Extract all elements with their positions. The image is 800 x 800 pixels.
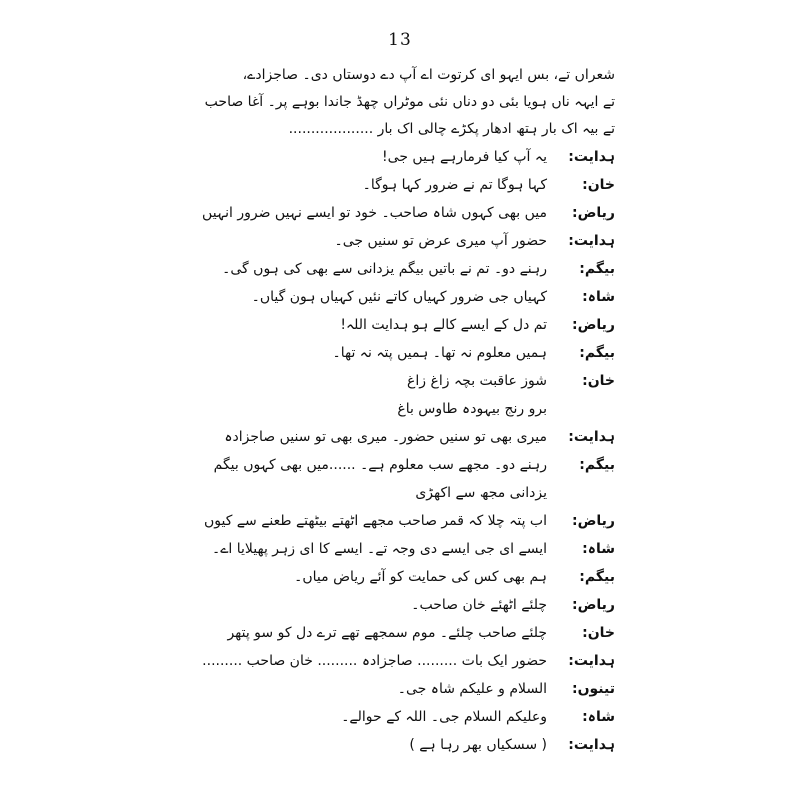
dialogue-text: یہ آپ کیا فرمارہے ہیں جی! — [382, 149, 547, 165]
speaker-name: تینوں: — [571, 681, 615, 697]
dialogue-text: میری بھی تو سنیں حضور۔ میری بھی تو سنیں صاجزادہ — [224, 429, 547, 445]
dialogue-text: حضور ایک بات ......... صاجزادہ ......... خان صاحب ......... — [202, 653, 547, 669]
dialogue-line — [175, 423, 615, 451]
dialogue-text: چلئے اٹھئے خان صاحب۔ — [411, 597, 547, 613]
dialogue-text: کہا ہوگا تم نے ضرور کہا ہوگا۔ — [362, 177, 547, 193]
dialogue-line — [175, 255, 615, 283]
script-body — [175, 62, 615, 759]
speaker-name: بیگم: — [579, 261, 615, 277]
speaker-name: شاہ: — [582, 541, 615, 557]
dialogue-line — [175, 591, 615, 619]
dialogue-line — [175, 675, 615, 703]
speaker-name: بیگم: — [579, 569, 615, 585]
dialogue-text: رہنے دو۔ مجھے سب معلوم ہے۔ ......میں بھی کہوں بیگم یزدانی مجھ سے اکھڑی — [213, 457, 547, 501]
intro-line: تے بیہ اک بار ہتھ ادھار پکڑے چالی اک بار ................... — [288, 121, 615, 137]
dialogue-line — [175, 339, 615, 367]
dialogue-line — [175, 143, 615, 171]
dialogue-text: ہم بھی کس کی حمایت کو آئے ریاض میاں۔ — [294, 569, 547, 585]
speaker-name: ریاض: — [571, 597, 615, 613]
speaker-name: بیگم: — [579, 457, 615, 473]
page-number: 13 — [388, 30, 412, 50]
speaker-name: ریاض: — [571, 205, 615, 221]
speaker-name: خان: — [582, 373, 615, 389]
speaker-name: ہدایت: — [568, 737, 615, 753]
dialogue-list — [175, 143, 615, 759]
dialogue-line — [175, 619, 615, 647]
dialogue-line — [175, 647, 615, 675]
speaker-name: شاہ: — [582, 709, 615, 725]
speaker-name: ہدایت: — [568, 149, 615, 165]
dialogue-text: ہمیں معلوم نہ تھا۔ ہمیں پتہ نہ تھا۔ — [332, 345, 547, 361]
dialogue-text: ( سسکیاں بھر رہا ہے ) — [409, 737, 547, 753]
dialogue-line — [175, 507, 615, 535]
dialogue-text: شوز عاقبت بچہ زاغ زاغ برو رنج بیہودہ طاوس باغ — [397, 373, 547, 417]
dialogue-line — [175, 283, 615, 311]
speaker-name: خان: — [582, 177, 615, 193]
dialogue-text: کہیاں جی ضرور کہیاں کاتے نئیں کہیاں ہون گیاں۔ — [251, 289, 547, 305]
dialogue-text: میں بھی کہوں شاہ صاحب۔ خود تو ایسے نہیں ضرور انہیں — [202, 205, 547, 221]
intro-line: تے ایہہ ناں ہویا بئی دو دناں نئی موٹراں چھڈ جاندا بوہے پر۔ آغا صاحب — [204, 94, 615, 110]
dialogue-line — [175, 535, 615, 563]
dialogue-text: رہنے دو۔ تم نے باتیں بیگم یزدانی سے بھی کی ہوں گی۔ — [222, 261, 547, 277]
intro-line: شعراں تے، بس ایہو ای کرتوت اے آپ دے دوستاں دی۔ صاجزادے، — [242, 67, 615, 83]
dialogue-line — [175, 367, 615, 423]
dialogue-text: چلئے صاحب چلئے۔ موم سمجھے تھے ترے دل کو سو پتھر — [227, 625, 547, 641]
dialogue-text: حضور آپ میری عرض تو سنیں جی۔ — [334, 233, 547, 249]
dialogue-line — [175, 703, 615, 731]
dialogue-line — [175, 171, 615, 199]
dialogue-line — [175, 199, 615, 227]
speaker-name: ریاض: — [571, 513, 615, 529]
speaker-name: ہدایت: — [568, 653, 615, 669]
dialogue-line — [175, 227, 615, 255]
speaker-name: شاہ: — [582, 289, 615, 305]
dialogue-line — [175, 563, 615, 591]
dialogue-line — [175, 451, 615, 507]
dialogue-text: اب پتہ چلا کہ قمر صاحب مجھے اٹھتے بیٹھتے طعنے سے کیوں — [203, 513, 547, 529]
dialogue-text: تم دل کے ایسے کالے ہو ہدایت اللہ! — [340, 317, 547, 333]
speaker-name: بیگم: — [579, 345, 615, 361]
speaker-name: ریاض: — [571, 317, 615, 333]
dialogue-line — [175, 731, 615, 759]
dialogue-text: ایسے ای جی ایسے دی وجہ تے۔ ایسے کا ای زہر پھیلایا اے۔ — [212, 541, 547, 557]
dialogue-text: السلام و علیکم شاہ جی۔ — [397, 681, 547, 697]
dialogue-text: وعلیکم السلام جی۔ اللہ کے حوالے۔ — [341, 709, 547, 725]
speaker-name: خان: — [582, 625, 615, 641]
speaker-name: ہدایت: — [568, 429, 615, 445]
dialogue-line — [175, 311, 615, 339]
speaker-name: ہدایت: — [568, 233, 615, 249]
